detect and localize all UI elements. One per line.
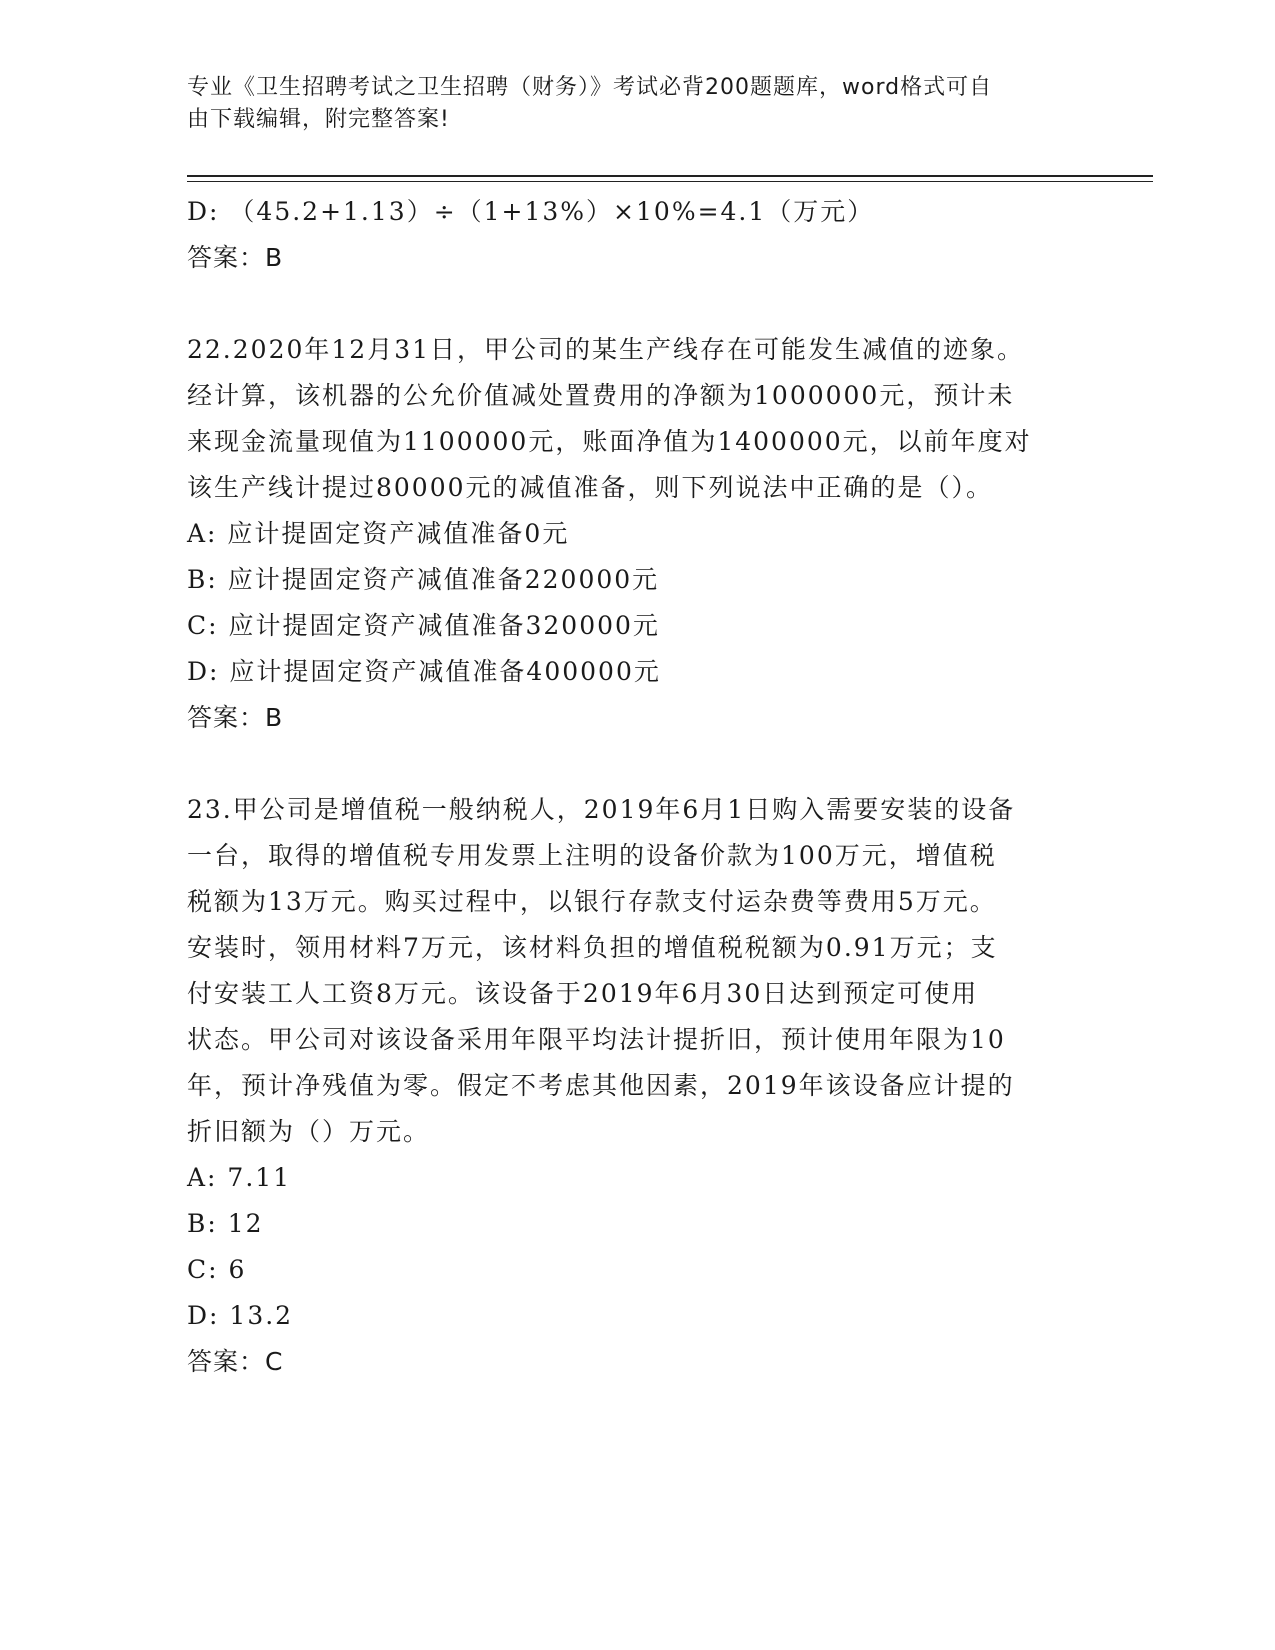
question-stem-line: 安装时，领用材料7万元，该材料负担的增值税税额为0.91万元；支 — [187, 933, 998, 962]
question-stem-line: 来现金流量现值为1100000元，账面净值为1400000元，以前年度对 — [187, 427, 1032, 456]
answer-line: 答案：B — [187, 703, 284, 732]
option-a: A: 7.11 — [187, 1163, 292, 1192]
document-body — [187, 189, 1087, 1385]
question-stem-line: 22.2020年12月31日，甲公司的某生产线存在可能发生减值的迹象。 — [187, 335, 1025, 364]
option-c: C: 6 — [187, 1255, 247, 1284]
header-line-2: 由下载编辑，附完整答案! — [187, 107, 450, 132]
question-23 — [187, 787, 1087, 1385]
spacer — [187, 281, 1087, 327]
option-d: D: 应计提固定资产减值准备400000元 — [187, 657, 661, 686]
option-c: C: 应计提固定资产减值准备320000元 — [187, 611, 660, 640]
answer-line: 答案：B — [187, 243, 284, 272]
question-stem-line: 经计算，该机器的公允价值减处置费用的净额为1000000元，预计未 — [187, 381, 1015, 410]
answer-line: 答案：C — [187, 1347, 284, 1376]
spacer — [187, 741, 1087, 787]
header-divider-thick — [187, 175, 1153, 177]
question-stem-line: 折旧额为（）万元。 — [187, 1117, 431, 1146]
question-stem-line: 年，预计净残值为零。假定不考虑其他因素，2019年该设备应计提的 — [187, 1071, 1015, 1100]
previous-question-tail — [187, 189, 1087, 281]
page-header — [187, 72, 1067, 136]
option-b: B: 应计提固定资产减值准备220000元 — [187, 565, 660, 594]
question-stem-line: 23.甲公司是增值税一般纳税人，2019年6月1日购入需要安装的设备 — [187, 795, 1016, 824]
option-a: A: 应计提固定资产减值准备0元 — [187, 519, 570, 548]
question-stem-line: 付安装工人工资8万元。该设备于2019年6月30日达到预定可使用 — [187, 979, 979, 1008]
question-stem-line: 税额为13万元。购买过程中，以银行存款支付运杂费等费用5万元。 — [187, 887, 997, 916]
question-stem-line: 状态。甲公司对该设备采用年限平均法计提折旧，预计使用年限为10 — [187, 1025, 1006, 1054]
question-stem-line: 一台，取得的增值税专用发票上注明的设备价款为100万元，增值税 — [187, 841, 997, 870]
option-d: D: （45.2+1.13）÷（1+13%）×10%=4.1（万元） — [187, 197, 875, 226]
option-b: B: 12 — [187, 1209, 264, 1238]
header-line-1: 专业《卫生招聘考试之卫生招聘（财务）》考试必背200题题库，word格式可自 — [187, 75, 993, 100]
question-stem-line: 该生产线计提过80000元的减值准备，则下列说法中正确的是（）。 — [187, 473, 994, 502]
header-divider-thin — [187, 181, 1153, 182]
option-d: D: 13.2 — [187, 1301, 294, 1330]
question-22 — [187, 327, 1087, 741]
